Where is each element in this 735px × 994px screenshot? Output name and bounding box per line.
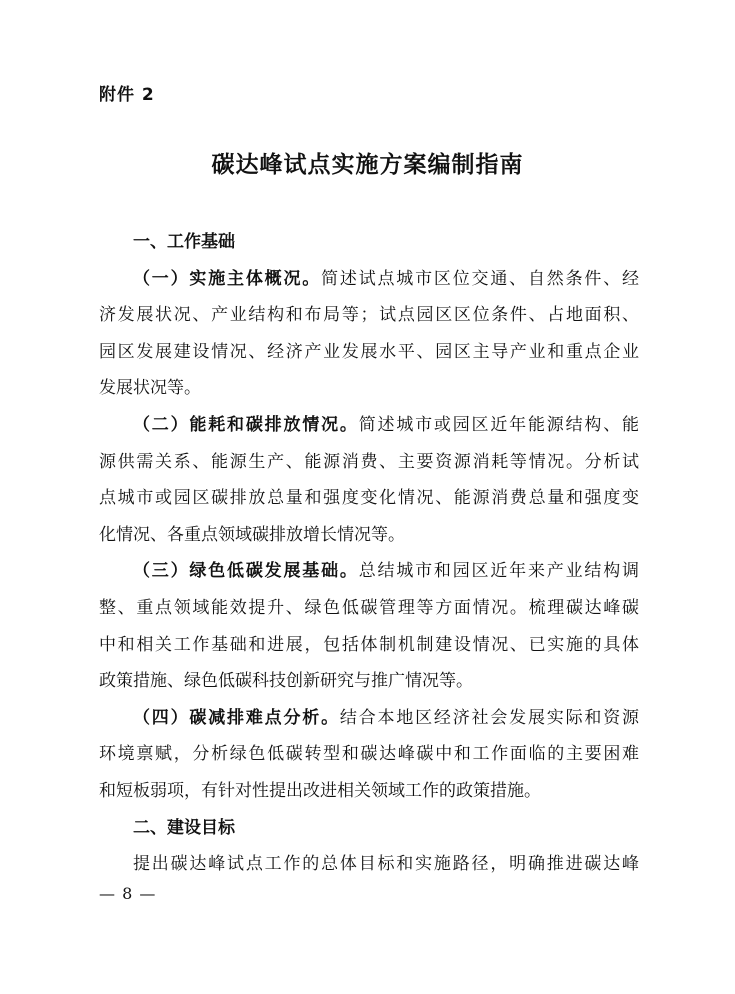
paragraph-3-line-4: 政策措施、绿色低碳科技创新研究与推广情况等。 (99, 671, 473, 692)
paragraph-2-text: 简述城市或园区近年能源结构、能 (358, 414, 639, 435)
paragraph-3-lead: （三）绿色低碳发展基础。 (133, 561, 359, 582)
paragraph-4-line-1 (99, 700, 639, 737)
paragraph-2-lead: （二）能耗和碳排放情况。 (133, 414, 359, 435)
paragraph-4-line-3: 和短板弱项，有针对性提出改进相关领域工作的政策措施。 (99, 780, 541, 801)
paragraph-1-text: 简述试点城市区位交通、自然条件、经 (321, 268, 639, 289)
paragraph-4-text: 结合本地区经济社会发展实际和资源 (339, 707, 639, 728)
paragraph-3-text: 总结城市和园区近年来产业结构调 (358, 561, 639, 582)
paragraph-4-line-2: 环境禀赋，分析绿色低碳转型和碳达峰碳中和工作面临的主要困难 (99, 744, 639, 765)
paragraph-2-line-4: 化情况、各重点领域碳排放增长情况等。 (99, 524, 405, 545)
section-heading-goals: 二、建设目标 (133, 817, 235, 838)
section-2-line-1: 提出碳达峰试点工作的总体目标和实施路径，明确推进碳达峰 (133, 854, 639, 875)
attachment-label: 附件 2 (99, 85, 155, 105)
paragraph-1-lead: （一）实施主体概况。 (133, 268, 322, 289)
paragraph-1-line-4: 发展状况等。 (99, 378, 201, 399)
paragraph-1-line-1 (99, 261, 639, 298)
paragraph-1-line-2: 济发展状况、产业结构和布局等；试点园区区位条件、占地面积、 (99, 305, 639, 326)
section-heading-work-basis: 一、工作基础 (133, 232, 235, 252)
paragraph-2-line-3: 点城市或园区碳排放总量和强度变化情况、能源消费总量和强度变 (99, 488, 639, 509)
paragraph-1-line-3: 园区发展建设情况、经济产业发展水平、园区主导产业和重点企业 (99, 341, 639, 362)
paragraph-4-lead: （四）碳减排难点分析。 (133, 707, 340, 728)
paragraph-3-line-1 (99, 553, 639, 590)
paragraph-2-line-1 (99, 407, 639, 444)
document-body (99, 224, 639, 883)
document-title: 碳达峰试点实施方案编制指南 (211, 151, 524, 178)
paragraph-2-line-2: 源供需关系、能源生产、能源消费、主要资源消耗等情况。分析试 (99, 451, 639, 472)
paragraph-3-line-2: 整、重点领域能效提升、绿色低碳管理等方面情况。梳理碳达峰碳 (99, 597, 639, 618)
paragraph-3-line-3: 中和相关工作基础和进展，包括体制机制建设情况、已实施的具体 (99, 634, 639, 655)
page-number: — 8 — (99, 884, 157, 903)
